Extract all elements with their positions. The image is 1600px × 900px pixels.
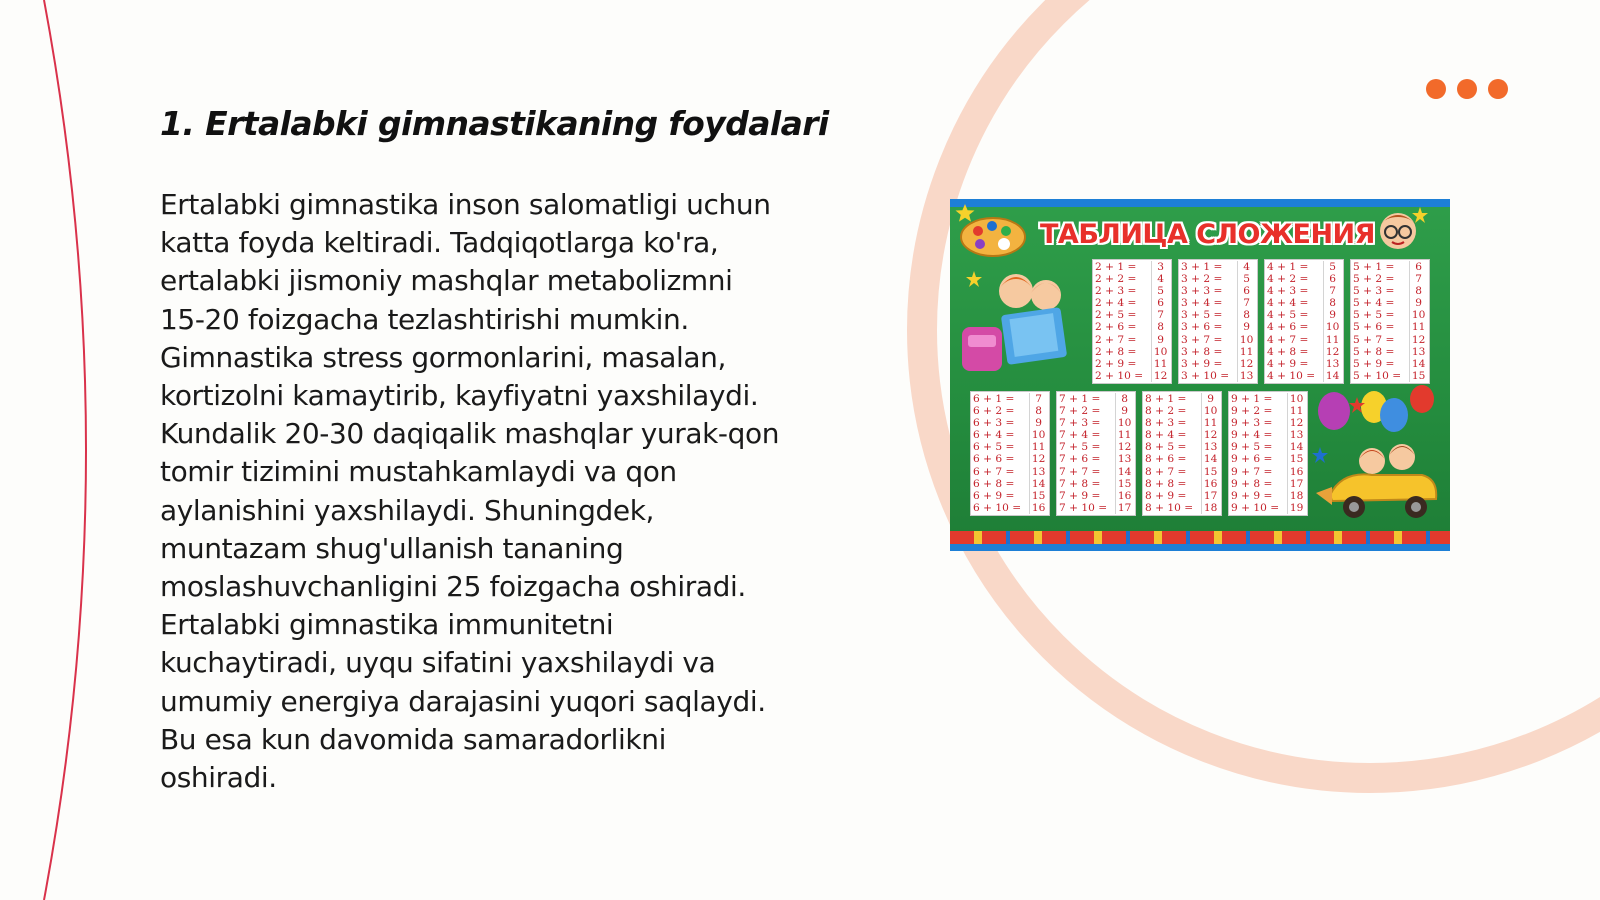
table-row	[1353, 346, 1427, 358]
result: 8	[1151, 321, 1169, 333]
left-accent-line	[44, 0, 86, 900]
result: 12	[1201, 429, 1219, 441]
result: 5	[1151, 285, 1169, 297]
result: 11	[1323, 334, 1341, 346]
result: 14	[1029, 478, 1047, 490]
table-row	[1267, 370, 1341, 382]
star-icon	[955, 203, 975, 223]
table-row	[1095, 261, 1169, 273]
result: 9	[1323, 309, 1341, 321]
table-row	[1059, 490, 1133, 502]
result: 13	[1409, 346, 1427, 358]
equation: 7 + 3 =	[1059, 417, 1101, 430]
body-line: Gimnastika stress gormonlarini, masalan,	[160, 340, 726, 374]
equation: 7 + 2 =	[1059, 405, 1101, 418]
result: 13	[1029, 466, 1047, 478]
result: 10	[1323, 321, 1341, 333]
table-row	[973, 393, 1047, 405]
result: 6	[1151, 297, 1169, 309]
table-row	[973, 478, 1047, 490]
table-row	[1059, 429, 1133, 441]
table-row	[1231, 453, 1305, 465]
table-row	[1145, 417, 1219, 429]
table-row	[1231, 441, 1305, 453]
equation: 3 + 8 =	[1181, 345, 1223, 358]
equation: 8 + 8 =	[1145, 477, 1187, 490]
result: 16	[1115, 490, 1133, 502]
result: 7	[1409, 273, 1427, 285]
table-row	[973, 490, 1047, 502]
addition-table-6	[970, 391, 1050, 516]
equation: 3 + 1 =	[1181, 261, 1223, 273]
equation: 7 + 1 =	[1059, 393, 1101, 405]
equation: 2 + 9 =	[1095, 357, 1137, 370]
table-row	[1145, 478, 1219, 490]
equation: 5 + 3 =	[1353, 285, 1395, 298]
table-row	[1059, 393, 1133, 405]
result: 15	[1115, 478, 1133, 490]
table-row	[1181, 321, 1255, 333]
result: 5	[1237, 273, 1255, 285]
result: 13	[1237, 370, 1255, 382]
equation: 5 + 6 =	[1353, 321, 1395, 334]
addition-table-4	[1264, 259, 1344, 384]
boy-with-glasses-icon	[1370, 205, 1430, 255]
dot	[1426, 79, 1446, 99]
result: 8	[1029, 405, 1047, 417]
addition-table-poster	[950, 199, 1450, 551]
result: 11	[1237, 346, 1255, 358]
result: 16	[1029, 502, 1047, 514]
result: 11	[1287, 405, 1305, 417]
table-row	[1059, 478, 1133, 490]
table-row	[1181, 273, 1255, 285]
table-row	[1231, 502, 1305, 514]
result: 11	[1115, 429, 1133, 441]
result: 6	[1237, 285, 1255, 297]
equation: 2 + 4 =	[1095, 297, 1137, 310]
addition-table-3	[1178, 259, 1258, 384]
result: 17	[1287, 478, 1305, 490]
equation: 9 + 9 =	[1231, 489, 1273, 502]
table-row	[1267, 261, 1341, 273]
equation: 8 + 9 =	[1145, 489, 1187, 502]
result: 13	[1115, 453, 1133, 465]
equation: 9 + 10 =	[1231, 501, 1280, 514]
result: 9	[1237, 321, 1255, 333]
table-row	[1095, 285, 1169, 297]
result: 14	[1115, 466, 1133, 478]
table-row	[1095, 346, 1169, 358]
result: 10	[1115, 417, 1133, 429]
result: 4	[1151, 273, 1169, 285]
result: 12	[1287, 417, 1305, 429]
table-row	[1267, 321, 1341, 333]
equation: 3 + 2 =	[1181, 273, 1223, 286]
equation: 4 + 7 =	[1267, 333, 1309, 346]
result: 8	[1115, 393, 1133, 405]
equation: 9 + 7 =	[1231, 465, 1273, 478]
table-row	[1145, 502, 1219, 514]
table-row	[1353, 297, 1427, 309]
body-line: oshiradi.	[160, 761, 277, 795]
equation: 8 + 5 =	[1145, 441, 1187, 454]
equation: 5 + 10 =	[1353, 369, 1402, 382]
table-row	[1059, 405, 1133, 417]
equation: 7 + 9 =	[1059, 489, 1101, 502]
equation: 6 + 10 =	[973, 501, 1022, 514]
result: 7	[1029, 393, 1047, 405]
result: 16	[1287, 466, 1305, 478]
dot	[1488, 79, 1508, 99]
equation: 2 + 8 =	[1095, 345, 1137, 358]
table-row	[1353, 309, 1427, 321]
result: 10	[1409, 309, 1427, 321]
table-row	[1353, 285, 1427, 297]
table-row	[973, 441, 1047, 453]
table-row	[1181, 297, 1255, 309]
dot	[1457, 79, 1477, 99]
slide-body-text	[160, 186, 860, 797]
equation: 6 + 7 =	[973, 465, 1015, 478]
equation: 2 + 1 =	[1095, 261, 1137, 273]
result: 14	[1287, 441, 1305, 453]
table-row	[1145, 490, 1219, 502]
body-line: Ertalabki gimnastika immunitetni	[160, 608, 614, 642]
table-row	[1095, 273, 1169, 285]
equation: 9 + 2 =	[1231, 405, 1273, 418]
equation: 3 + 4 =	[1181, 297, 1223, 310]
table-row	[973, 502, 1047, 514]
result: 19	[1287, 502, 1305, 514]
result: 9	[1409, 297, 1427, 309]
addition-table-8	[1142, 391, 1222, 516]
equation: 6 + 9 =	[973, 489, 1015, 502]
equation: 4 + 4 =	[1267, 297, 1309, 310]
equation: 5 + 8 =	[1353, 345, 1395, 358]
equation: 7 + 10 =	[1059, 501, 1108, 514]
table-row	[1231, 417, 1305, 429]
equation: 4 + 9 =	[1267, 357, 1309, 370]
result: 13	[1201, 441, 1219, 453]
table-row	[1231, 478, 1305, 490]
equation: 4 + 10 =	[1267, 369, 1316, 382]
equation: 8 + 10 =	[1145, 501, 1194, 514]
result: 10	[1201, 405, 1219, 417]
equation: 9 + 1 =	[1231, 393, 1273, 405]
addition-table-5	[1350, 259, 1430, 384]
result: 12	[1029, 453, 1047, 465]
table-row	[1353, 273, 1427, 285]
result: 14	[1409, 358, 1427, 370]
table-row	[973, 466, 1047, 478]
poster-bottom-edge	[950, 544, 1450, 551]
equation: 9 + 4 =	[1231, 429, 1273, 442]
equation: 3 + 5 =	[1181, 309, 1223, 322]
result: 13	[1287, 429, 1305, 441]
table-row	[1181, 334, 1255, 346]
body-line: aylanishini yaxshilaydi. Shuningdek,	[160, 493, 655, 527]
result: 18	[1287, 490, 1305, 502]
table-row	[1145, 466, 1219, 478]
equation: 8 + 1 =	[1145, 393, 1187, 405]
result: 11	[1029, 441, 1047, 453]
result: 15	[1287, 453, 1305, 465]
table-row	[1231, 490, 1305, 502]
body-line: moslashuvchanligini 25 foizgacha oshiradi.	[160, 570, 746, 604]
result: 12	[1237, 358, 1255, 370]
equation: 4 + 6 =	[1267, 321, 1309, 334]
body-line: Bu esa kun davomida samaradorlikni	[160, 722, 666, 756]
table-row	[1095, 358, 1169, 370]
slide-title: 1. Ertalabki gimnastikaning foydalari	[160, 104, 829, 143]
result: 16	[1201, 478, 1219, 490]
table-row	[1095, 321, 1169, 333]
result: 7	[1323, 285, 1341, 297]
equation: 8 + 7 =	[1145, 465, 1187, 478]
table-row	[1145, 405, 1219, 417]
table-row	[1231, 429, 1305, 441]
result: 15	[1201, 466, 1219, 478]
equation: 4 + 8 =	[1267, 345, 1309, 358]
equation: 2 + 3 =	[1095, 285, 1137, 298]
body-line: Ertalabki gimnastika inson salomatligi uchun	[160, 188, 771, 221]
result: 14	[1201, 453, 1219, 465]
result: 6	[1409, 261, 1427, 273]
table-row	[1181, 261, 1255, 273]
menu-dots-icon	[1426, 79, 1508, 99]
equation: 2 + 7 =	[1095, 333, 1137, 346]
equation: 6 + 5 =	[973, 441, 1015, 454]
table-row	[1231, 393, 1305, 405]
result: 9	[1151, 334, 1169, 346]
body-line: 15-20 foizgacha tezlashtirishi mumkin.	[160, 302, 689, 336]
equation: 3 + 9 =	[1181, 357, 1223, 370]
table-row	[973, 429, 1047, 441]
result: 14	[1323, 370, 1341, 382]
table-row	[1181, 346, 1255, 358]
table-row	[1353, 358, 1427, 370]
table-row	[1145, 429, 1219, 441]
result: 10	[1237, 334, 1255, 346]
table-row	[1353, 261, 1427, 273]
table-row	[1231, 466, 1305, 478]
equation: 5 + 9 =	[1353, 357, 1395, 370]
equation: 9 + 5 =	[1231, 441, 1273, 454]
body-line: umumiy energiya darajasini yuqori saqlaydi.	[160, 684, 766, 718]
table-row	[1181, 285, 1255, 297]
equation: 5 + 5 =	[1353, 309, 1395, 322]
equation: 7 + 4 =	[1059, 429, 1101, 442]
result: 13	[1323, 358, 1341, 370]
result: 8	[1323, 297, 1341, 309]
equation: 3 + 6 =	[1181, 321, 1223, 334]
result: 15	[1409, 370, 1427, 382]
addition-table-2	[1092, 259, 1172, 384]
equation: 6 + 2 =	[973, 405, 1015, 418]
table-row	[1267, 273, 1341, 285]
equation: 9 + 8 =	[1231, 477, 1273, 490]
addition-table-7	[1056, 391, 1136, 516]
equation: 6 + 8 =	[973, 477, 1015, 490]
result: 5	[1323, 261, 1341, 273]
poster-title: ТАБЛИЦА СЛОЖЕНИЯ	[1040, 219, 1375, 250]
equation: 8 + 4 =	[1145, 429, 1187, 442]
equation: 6 + 1 =	[973, 393, 1015, 405]
body-line: kuchaytiradi, uyqu sifatini yaxshilaydi va	[160, 646, 716, 680]
table-row	[1353, 370, 1427, 382]
table-row	[1145, 453, 1219, 465]
equation: 6 + 4 =	[973, 429, 1015, 442]
table-row	[1353, 334, 1427, 346]
result: 11	[1201, 417, 1219, 429]
equation: 7 + 8 =	[1059, 477, 1101, 490]
body-line: tomir tizimini mustahkamlaydi va qon	[160, 455, 677, 489]
children-reading-icon	[954, 261, 1080, 381]
result: 7	[1151, 309, 1169, 321]
result: 9	[1029, 417, 1047, 429]
equation: 8 + 2 =	[1145, 405, 1187, 418]
equation: 7 + 7 =	[1059, 465, 1101, 478]
equation: 6 + 3 =	[973, 417, 1015, 430]
table-row	[1095, 309, 1169, 321]
result: 11	[1409, 321, 1427, 333]
equation: 5 + 7 =	[1353, 333, 1395, 346]
table-row	[1059, 502, 1133, 514]
table-row	[973, 417, 1047, 429]
equation: 5 + 2 =	[1353, 273, 1395, 286]
equation: 6 + 6 =	[973, 453, 1015, 466]
table-row	[1267, 358, 1341, 370]
table-row	[1181, 370, 1255, 382]
table-row	[1353, 321, 1427, 333]
table-row	[1267, 297, 1341, 309]
equation: 2 + 5 =	[1095, 309, 1137, 322]
equation: 4 + 1 =	[1267, 261, 1309, 273]
result: 7	[1237, 297, 1255, 309]
result: 10	[1151, 346, 1169, 358]
result: 4	[1237, 261, 1255, 273]
table-row	[1145, 441, 1219, 453]
equation: 4 + 5 =	[1267, 309, 1309, 322]
table-row	[1059, 453, 1133, 465]
table-row	[1145, 393, 1219, 405]
equation: 4 + 2 =	[1267, 273, 1309, 286]
table-row	[1181, 358, 1255, 370]
table-row	[1059, 441, 1133, 453]
result: 17	[1201, 490, 1219, 502]
table-row	[1267, 285, 1341, 297]
equation: 2 + 2 =	[1095, 273, 1137, 286]
equation: 3 + 7 =	[1181, 333, 1223, 346]
body-line: Kundalik 20-30 daqiqalik mashqlar yurak-qon	[160, 417, 780, 451]
result: 12	[1323, 346, 1341, 358]
equation: 7 + 5 =	[1059, 441, 1101, 454]
equation: 9 + 3 =	[1231, 417, 1273, 430]
body-line: kortizolni kamaytirib, kayfiyatni yaxshilaydi.	[160, 379, 759, 413]
result: 17	[1115, 502, 1133, 514]
table-row	[1267, 334, 1341, 346]
result: 9	[1201, 393, 1219, 405]
result: 12	[1409, 334, 1427, 346]
equation: 2 + 6 =	[1095, 321, 1137, 334]
table-row	[973, 405, 1047, 417]
equation: 3 + 10 =	[1181, 369, 1230, 382]
equation: 2 + 10 =	[1095, 369, 1144, 382]
result: 6	[1323, 273, 1341, 285]
kids-in-car-icon	[1312, 435, 1442, 527]
result: 8	[1237, 309, 1255, 321]
table-row	[1095, 297, 1169, 309]
result: 10	[1029, 429, 1047, 441]
result: 18	[1201, 502, 1219, 514]
table-row	[1095, 334, 1169, 346]
result: 12	[1151, 370, 1169, 382]
table-row	[1267, 309, 1341, 321]
result: 10	[1287, 393, 1305, 405]
table-row	[1059, 417, 1133, 429]
table-row	[973, 453, 1047, 465]
equation: 5 + 4 =	[1353, 297, 1395, 310]
equation: 3 + 3 =	[1181, 285, 1223, 298]
body-line: muntazam shug'ullanish tananing	[160, 531, 624, 565]
equation: 5 + 1 =	[1353, 261, 1395, 273]
table-row	[1059, 466, 1133, 478]
table-row	[1231, 405, 1305, 417]
equation: 8 + 3 =	[1145, 417, 1187, 430]
table-row	[1095, 370, 1169, 382]
equation: 8 + 6 =	[1145, 453, 1187, 466]
result: 15	[1029, 490, 1047, 502]
result: 9	[1115, 405, 1133, 417]
addition-table-9	[1228, 391, 1308, 516]
equation: 9 + 6 =	[1231, 453, 1273, 466]
table-row	[1181, 309, 1255, 321]
body-line: ertalabki jismoniy mashqlar metabolizmni	[160, 264, 733, 298]
result: 11	[1151, 358, 1169, 370]
table-row	[1267, 346, 1341, 358]
equation: 7 + 6 =	[1059, 453, 1101, 466]
result: 12	[1115, 441, 1133, 453]
result: 8	[1409, 285, 1427, 297]
equation: 4 + 3 =	[1267, 285, 1309, 298]
body-line: katta foyda keltiradi. Tadqiqotlarga ko'ra,	[160, 226, 719, 260]
result: 3	[1151, 261, 1169, 273]
